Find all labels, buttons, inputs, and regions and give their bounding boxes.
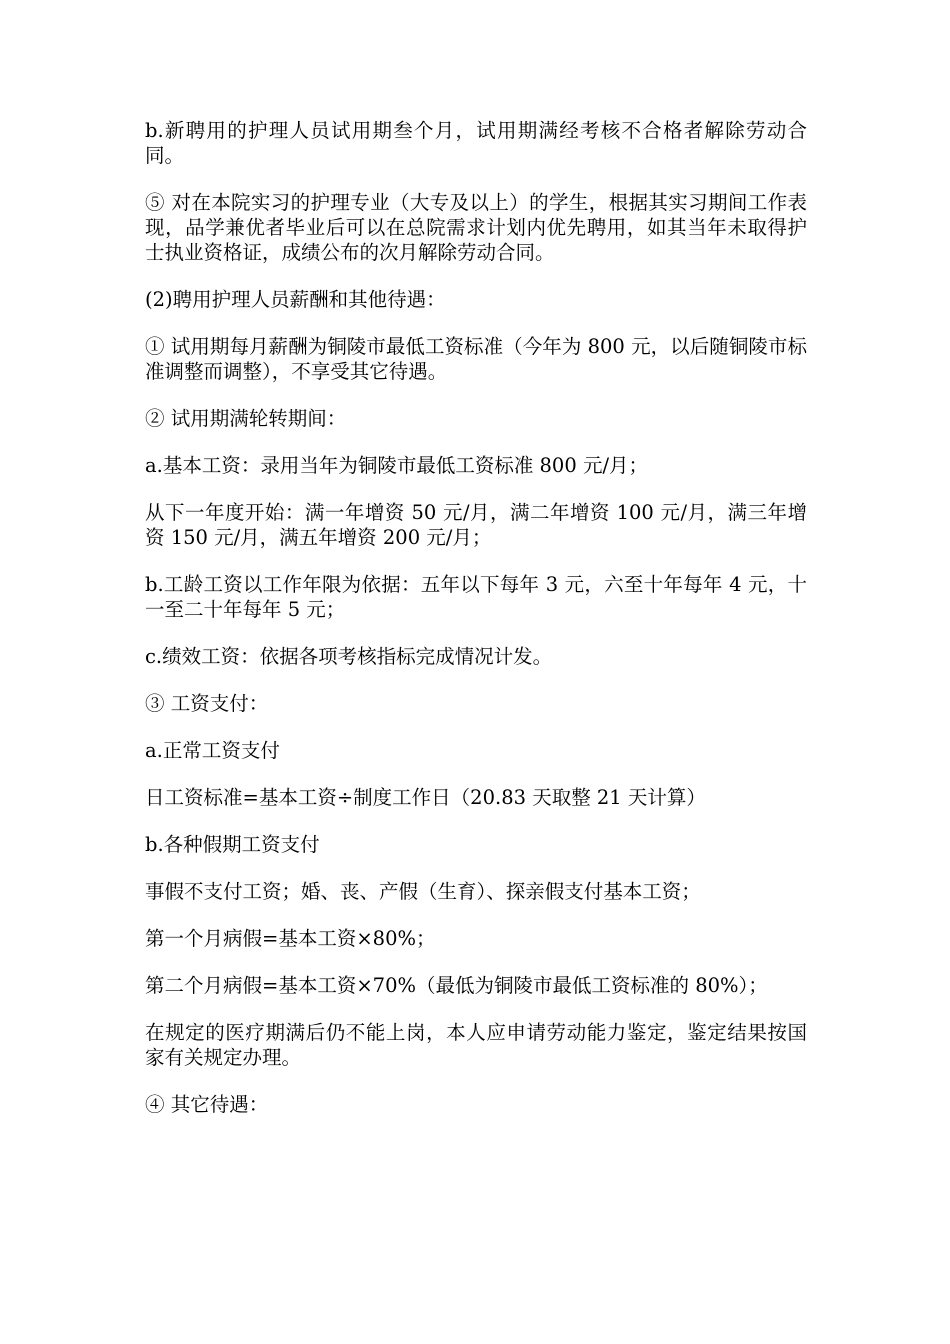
paragraph-intern-hiring: ⑤ 对在本院实习的护理专业（大专及以上）的学生，根据其实习期间工作表现，品学兼优者毕业后可以在总院需求计划内优先聘用，如其当年未取得护士执业资格证，成绩公布的次月解除劳动合同。 [145,191,807,264]
paragraph-leave-payment: b.各种假期工资支付 [145,833,320,856]
paragraph-salary-heading: (2)聘用护理人员薪酬和其他待遇： [145,288,446,311]
paragraph-normal-payment: a.正常工资支付 [145,739,280,762]
paragraph-other-benefits-heading: ④ 其它待遇： [145,1093,269,1116]
paragraph-probation-contract: b.新聘用的护理人员试用期叁个月，试用期满经考核不合格者解除劳动合同。 [145,119,807,167]
paragraph-leave-types: 事假不支付工资；婚、丧、产假（生育）、探亲假支付基本工资； [145,880,701,903]
paragraph-wage-increase: 从下一年度开始：满一年增资 50 元/月，满二年增资 100 元/月，满三年增资 150 元/月，满五年增资 200 元/月； [145,501,807,549]
paragraph-wage-payment-heading: ③ 工资支付： [145,692,269,715]
paragraph-probation-salary: ① 试用期每月薪酬为铜陵市最低工资标准（今年为 800 元，以后随铜陵市标准调整而调整），不享受其它待遇。 [145,335,807,383]
paragraph-performance-wage: c.绩效工资：依据各项考核指标完成情况计发。 [145,645,553,668]
paragraph-rotation-heading: ② 试用期满轮转期间： [145,407,347,430]
paragraph-daily-wage: 日工资标准=基本工资÷制度工作日（20.83 天取整 21 天计算） [145,786,706,809]
paragraph-seniority-wage: b.工龄工资以工作年限为依据：五年以下每年 3 元，六至十年每年 4 元，十一至二十年每年 5 元； [145,573,807,621]
document-body [145,118,807,1139]
paragraph-basic-wage: a.基本工资：录用当年为铜陵市最低工资标准 800 元/月； [145,454,649,477]
paragraph-sick-leave-month-1: 第一个月病假=基本工资×80%； [145,927,436,950]
paragraph-medical-period: 在规定的医疗期满后仍不能上岗，本人应申请劳动能力鉴定，鉴定结果按国家有关规定办理。 [145,1021,807,1069]
paragraph-sick-leave-month-2: 第二个月病假=基本工资×70%（最低为铜陵市最低工资标准的 80%）； [145,974,768,997]
